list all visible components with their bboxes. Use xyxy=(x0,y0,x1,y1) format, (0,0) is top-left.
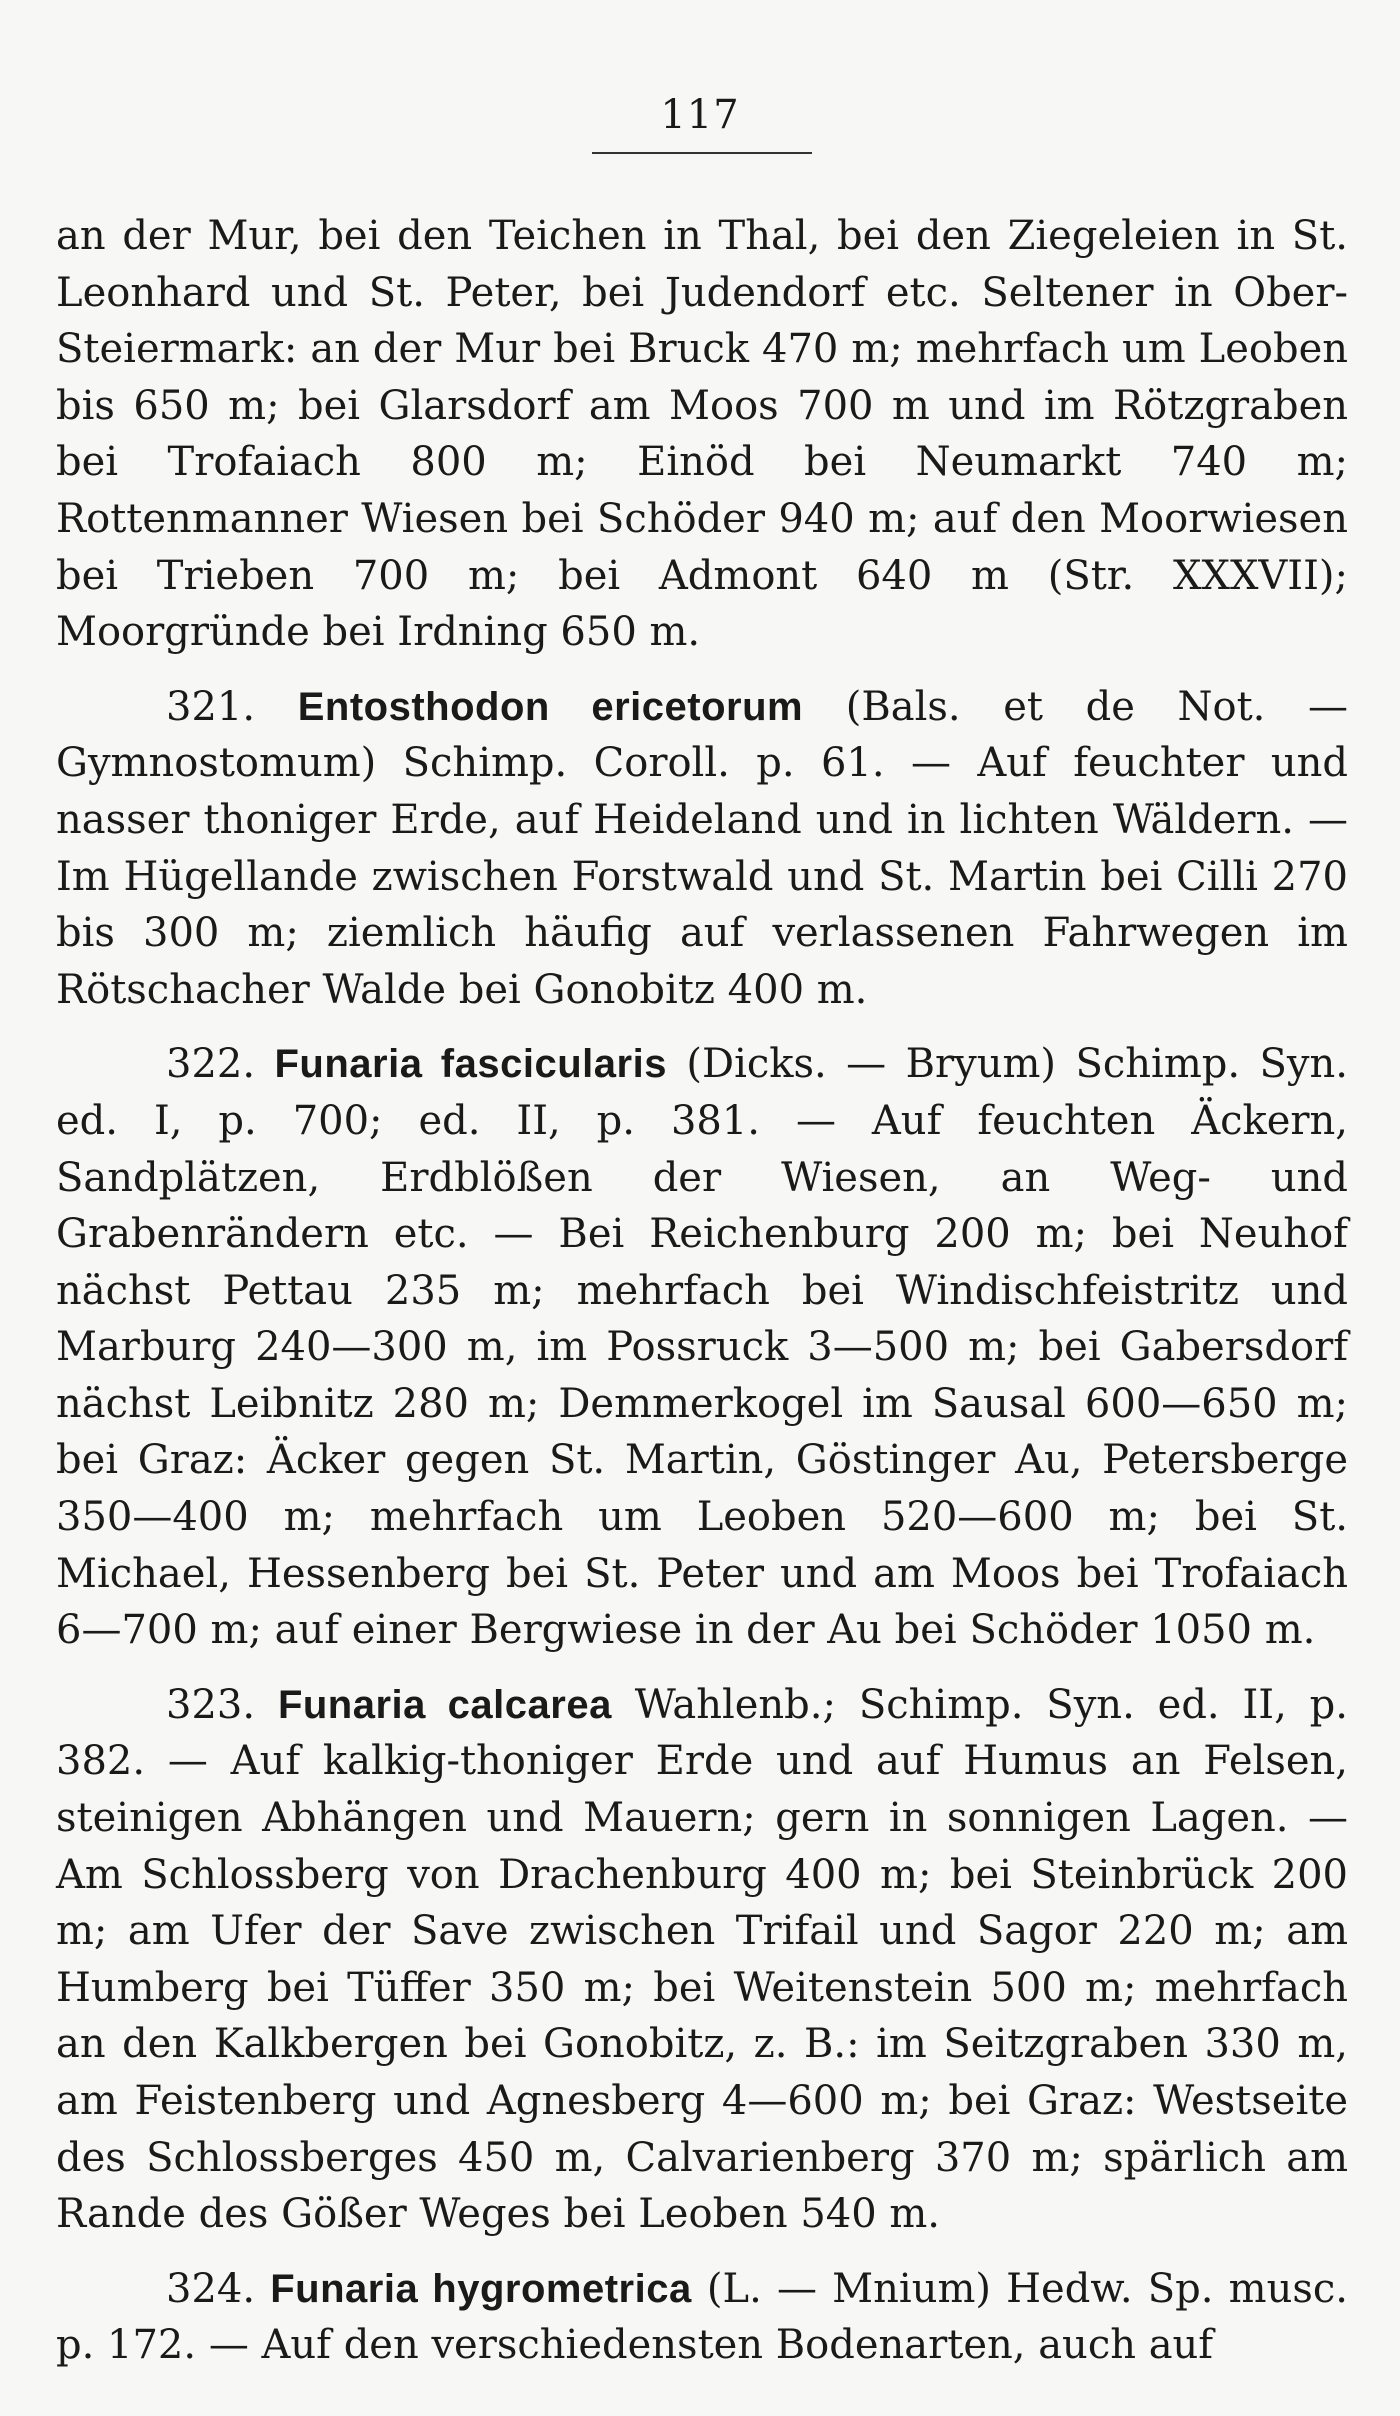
entry-text: (Dicks. — Bryum) Schimp. Syn. ed. I, p. 700; ed. II, p. 381. — Auf feuchten Äckern, Sandplätzen, Erdblößen der Wiesen, an Weg- und Grabenrändern etc. — Bei Reichenburg 200 m; bei Neuhof nächst Pettau 235 m; mehrfach bei Windischfeistritz und Marburg 240—300 m, im Possruck 3—500 m; bei Gabersdorf nächst Leibnitz 280 m; Demmerkogel im Sausal 600—650 m; bei Graz: Äcker gegen St. Martin, Göstinger Au, Petersberge 350—400 m; mehrfach um Leoben 520—600 m; bei St. Michael, Hessenberg bei St. Peter und am Moos bei Trofaiach 6—700 m; auf einer Bergwiese in der Au bei Schöder 1050 m. xyxy=(56,1041,1348,1654)
entry-321 xyxy=(56,679,1348,1019)
entry-text: Wahlenb.; Schimp. Syn. ed. II, p. 382. — Auf kalkig-thoniger Erde und auf Humus an Felsen, steinigen Abhängen und Mauern; gern in sonnigen Lagen. — Am Schlossberg von Drachenburg 400 m; bei Steinbrück 200 m; am Ufer der Save zwischen Trifail und Sagor 220 m; am Humberg bei Tüffer 350 m; bei Weitenstein 500 m; mehrfach an den Kalkbergen bei Gonobitz, z. B.: im Seitzgraben 330 m, am Feistenberg und Agnesberg 4—600 m; bei Graz: Westseite des Schlossberges 450 m, Calvarienberg 370 m; spärlich am Rande des Gößer Weges bei Leoben 540 m. xyxy=(56,1681,1349,2238)
species-name: Funaria hygrometrica xyxy=(270,2266,692,2311)
entry-text: (Bals. et de Not. — Gymnostomum) Schimp. Coroll. p. 61. — Auf feuchter und nasser thoniger Erde, auf Heideland und in lichten Wäldern. — Im Hügellande zwischen Forstwald und St. Martin bei Cilli 270 bis 300 m; ziemlich häufig auf verlassenen Fahrwegen im Rötschacher Walde bei Gonobitz 400 m. xyxy=(56,683,1349,1013)
entry-322 xyxy=(56,1036,1348,1659)
entry-number: 321. xyxy=(166,683,256,730)
entry-text: (L. — Mnium) Hedw. Sp. musc. p. 172. — Auf den verschiedensten Bodenarten, auch auf xyxy=(56,2265,1348,2369)
page-body xyxy=(56,208,1348,2392)
entry-323 xyxy=(56,1677,1348,2243)
entry-324 xyxy=(56,2261,1348,2374)
page-number: 117 xyxy=(660,92,740,138)
entry-number: 322. xyxy=(166,1041,256,1088)
header-rule xyxy=(592,152,812,154)
intro-paragraph: an der Mur, bei den Teichen in Thal, bei den Ziegeleien in St. Leonhard und St. Peter, bei Judendorf etc. Seltener in Ober-Steiermark: an der Mur bei Bruck 470 m; mehrfach um Leoben bis 650 m; bei Glarsdorf am Moos 700 m und im Rötzgraben bei Trofaiach 800 m; Einöd bei Neumarkt 740 m; Rottenmanner Wiesen bei Schöder 940 m; auf den Moorwiesen bei Trieben 700 m; bei Admont 640 m (Str. XXXVII); Moorgründe bei Irdning 650 m. xyxy=(56,213,1348,656)
species-name: Funaria calcarea xyxy=(277,1682,612,1727)
species-name: Entosthodon ericetorum xyxy=(297,684,804,729)
entry-number: 324. xyxy=(166,2265,256,2312)
entry-number: 323. xyxy=(166,1681,256,1728)
species-name: Funaria fascicularis xyxy=(274,1042,667,1087)
